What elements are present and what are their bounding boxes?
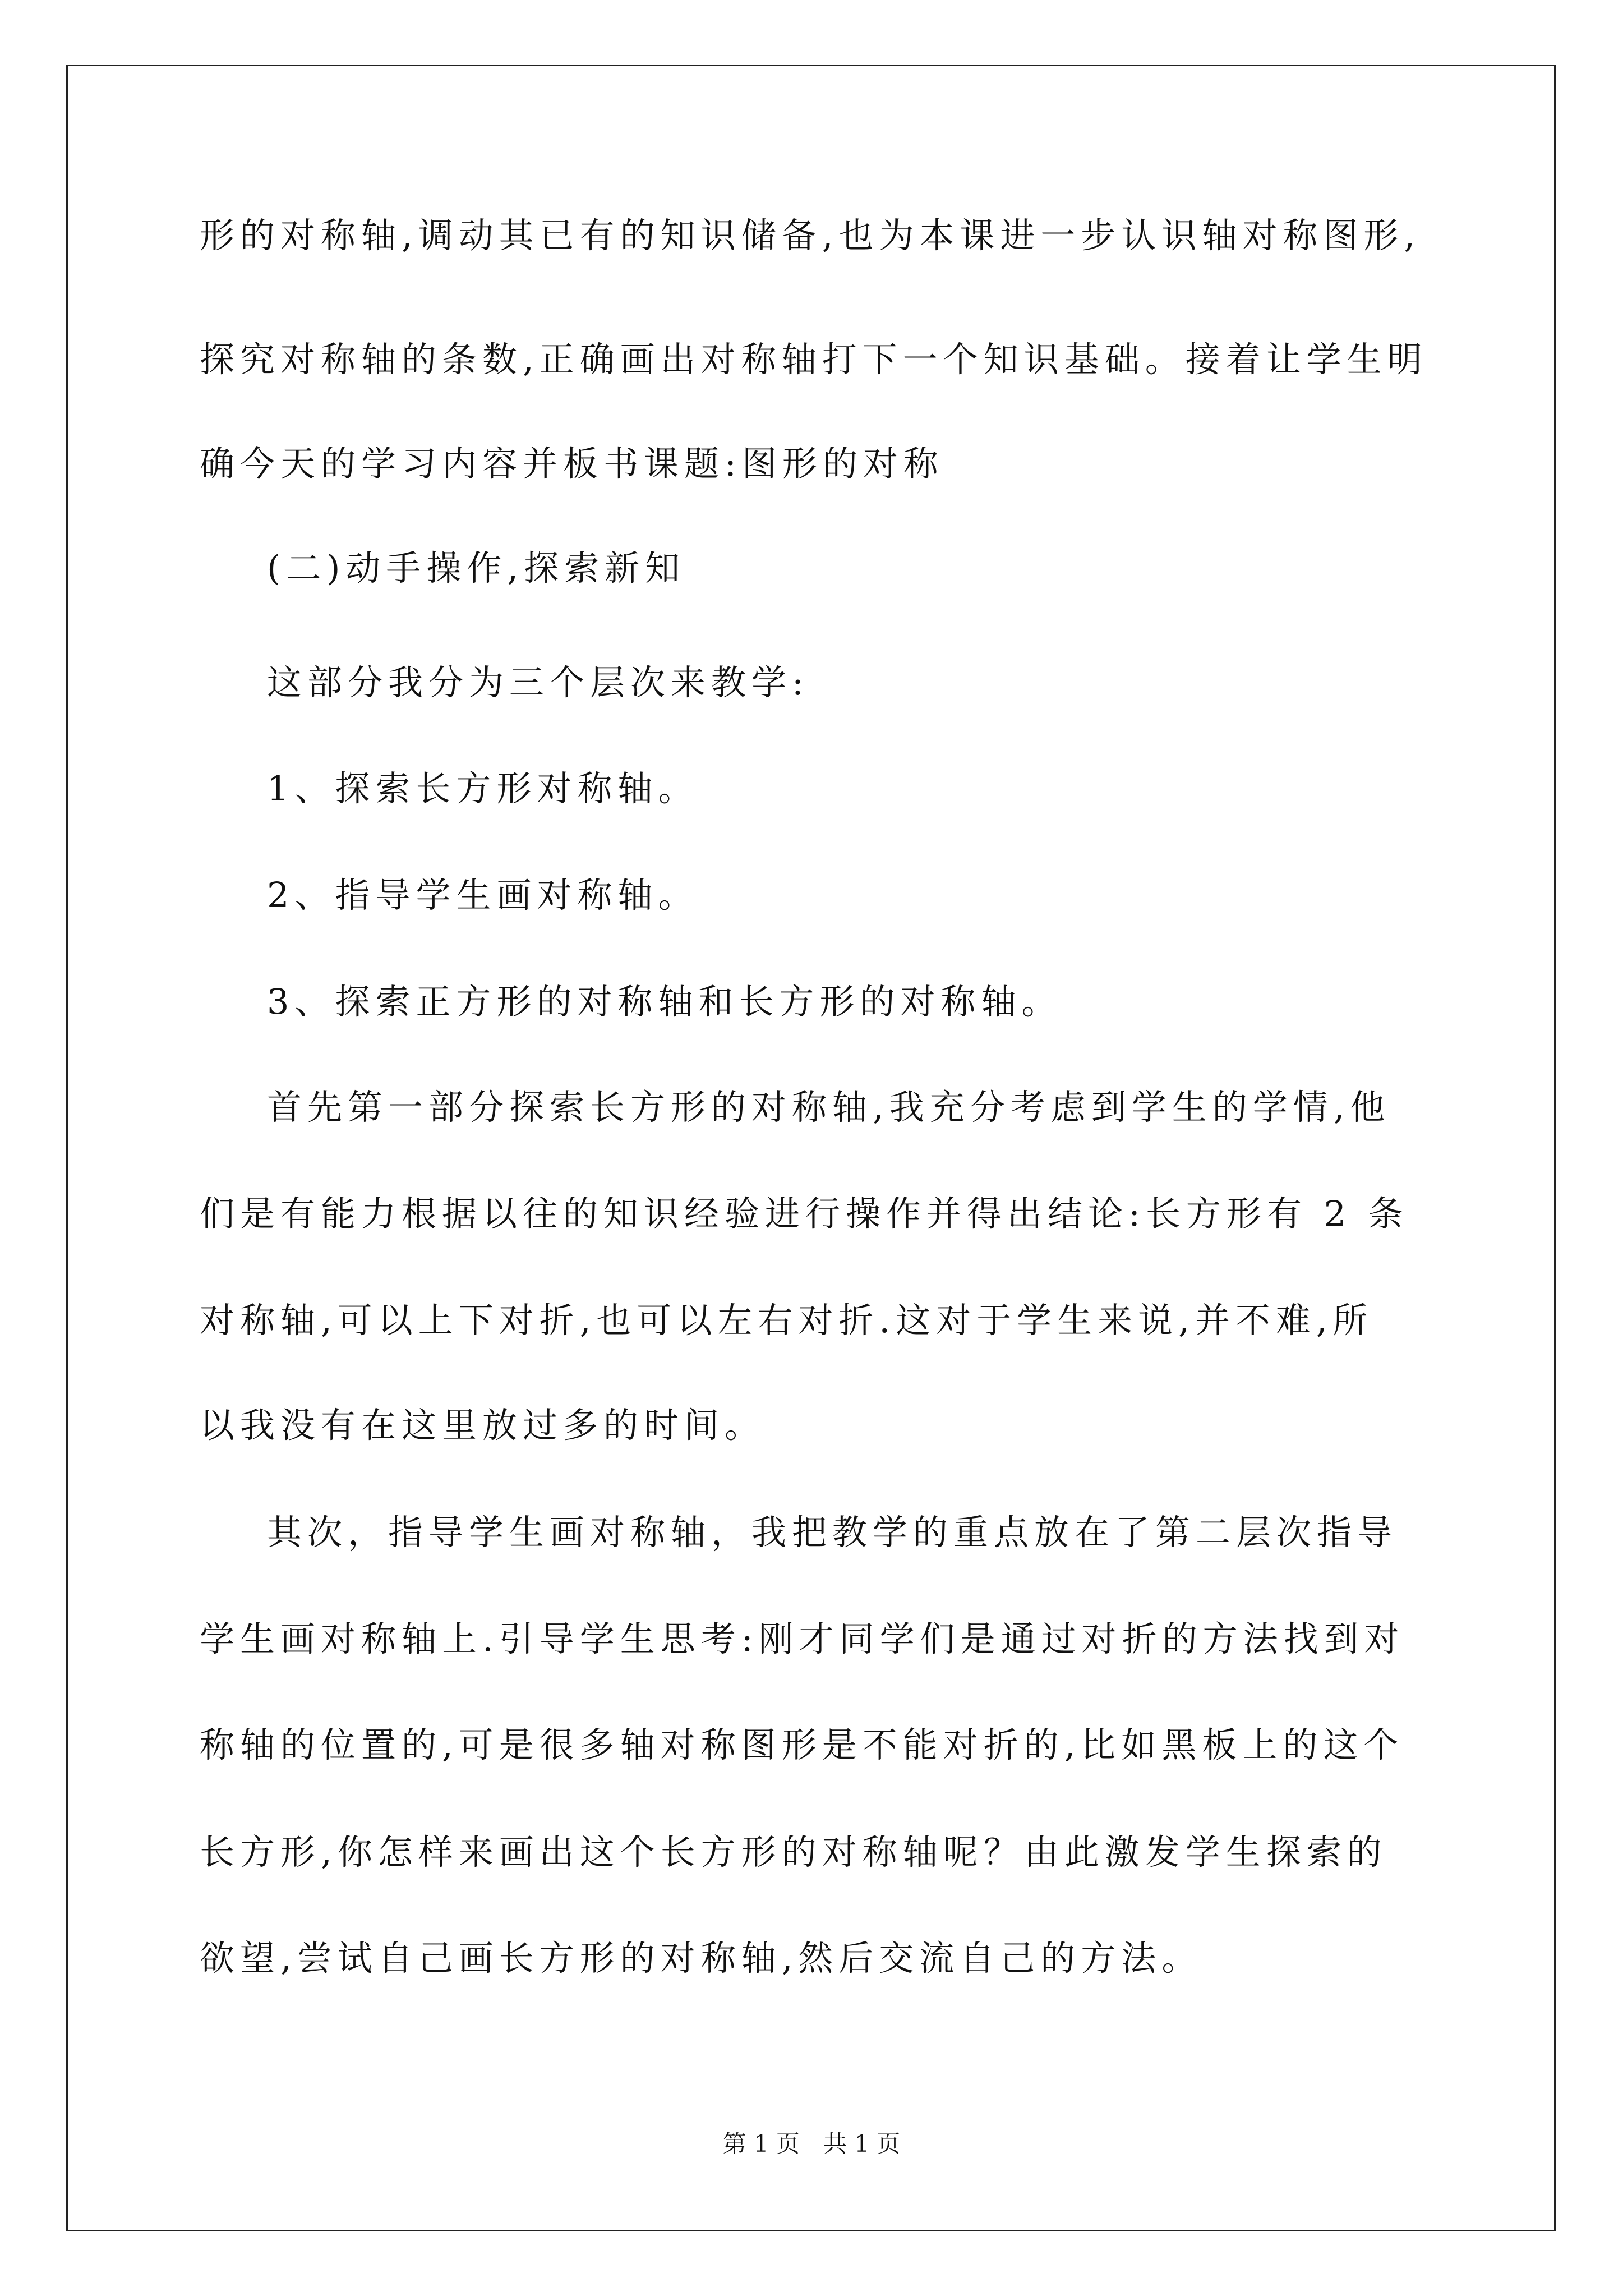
list-item-2: 2、指导学生画对称轴。 xyxy=(267,875,699,915)
paragraph-1-line-3: 确今天的学习内容并板书课题:图形的对称 xyxy=(200,443,944,484)
paragraph-3-line-4: 长方形,你怎样来画出这个长方形的对称轴呢？由此激发学生探索的 xyxy=(200,1832,1387,1872)
paragraph-3-line-2: 学生画对称轴上.引导学生思考:刚才同学们是通过对折的方法找到对 xyxy=(200,1618,1405,1659)
paragraph-3-line-1: 其次，指导学生画对称轴，我把教学的重点放在了第二层次指导 xyxy=(267,1512,1398,1553)
page-footer: 第 1 页 共 1 页 xyxy=(722,2130,901,2157)
paragraph-3-line-5: 欲望,尝试自己画长方形的对称轴,然后交流自己的方法。 xyxy=(200,1938,1202,1978)
list-item-3: 3、探索正方形的对称轴和长方形的对称轴。 xyxy=(267,981,1062,1022)
paragraph-2-line-1: 首先第一部分探索长方形的对称轴,我充分考虑到学生的学情,他 xyxy=(267,1087,1391,1128)
paragraph-2-line-2: 们是有能力根据以往的知识经验进行操作并得出结论:长方形有 2 条 xyxy=(200,1193,1409,1234)
section-heading: (二)动手操作,探索新知 xyxy=(267,547,686,588)
paragraph-1-line-2: 探究对称轴的条数,正确画出对称轴打下一个知识基础。接着让学生明 xyxy=(200,339,1428,380)
page-border xyxy=(66,65,1556,2231)
paragraph-3-line-3: 称轴的位置的,可是很多轴对称图形是不能对折的,比如黑板上的这个 xyxy=(200,1724,1404,1765)
paragraph-2-line-4: 以我没有在这里放过多的时间。 xyxy=(200,1405,766,1446)
paragraph-1-line-1: 形的对称轴,调动其已有的知识储备,也为本课进一步认识轴对称图形, xyxy=(200,215,1421,256)
list-item-1: 1、探索长方形对称轴。 xyxy=(267,768,699,809)
paragraph-2-line-3: 对称轴,可以上下对折,也可以左右对折.这对于学生来说,并不难,所 xyxy=(200,1300,1373,1341)
paragraph-intro: 这部分我分为三个层次来教学: xyxy=(267,662,809,703)
